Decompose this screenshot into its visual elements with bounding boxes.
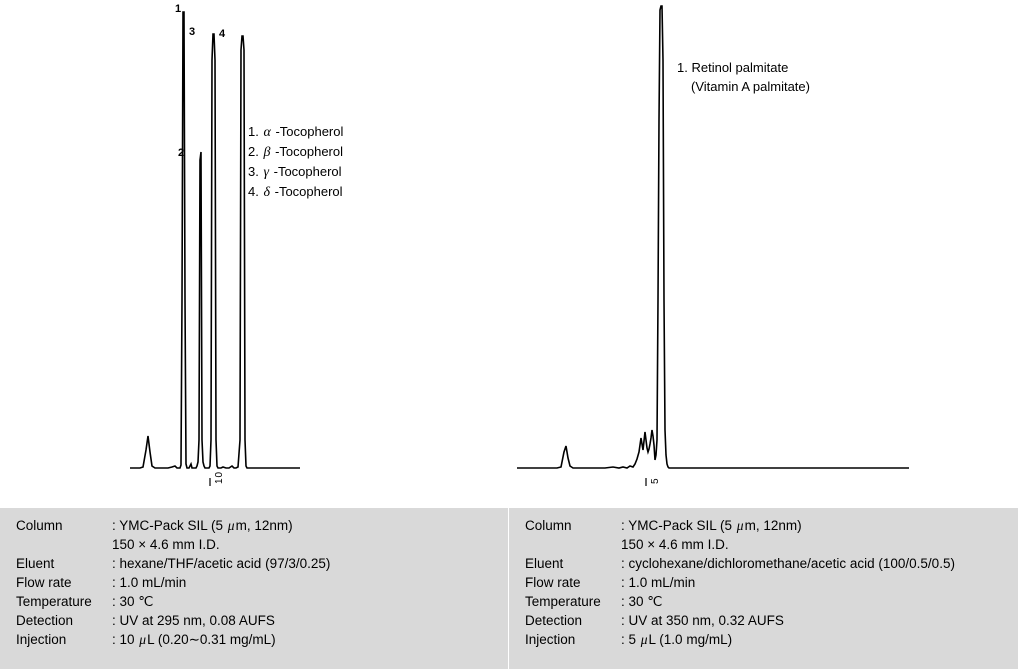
condition-value-detection: : UV at 350 nm, 0.32 AUFS	[621, 613, 784, 628]
condition-label-eluent: Eluent	[525, 556, 564, 571]
axis-tick-label-5: 5	[650, 477, 661, 484]
injection-value-part2: L (1.0 mg/mL)	[648, 632, 733, 647]
legend-text-1: Retinol palmitate	[691, 60, 789, 75]
legend-text-3: -Tocopherol	[273, 164, 342, 179]
micro-symbol: μ	[227, 518, 235, 533]
legend-symbol-beta: β	[263, 145, 271, 160]
legend-index-3: 3.	[248, 164, 259, 179]
condition-value-temperature: : 30 ℃	[621, 594, 663, 609]
axis-tick-marks-left	[0, 0, 509, 500]
legend-text-2: -Tocopherol	[275, 144, 344, 159]
condition-row-injection	[509, 630, 955, 649]
condition-row-detection	[509, 611, 955, 630]
micro-symbol: μ	[640, 632, 648, 647]
legend-index-1: 1.	[677, 60, 688, 75]
conditions-list-left	[0, 516, 330, 649]
peak-label-2: 2	[178, 147, 185, 159]
condition-row-column	[0, 516, 330, 535]
legend-index-4: 4.	[248, 184, 259, 199]
condition-value-column-dimensions: 150 × 4.6 mm I.D.	[621, 537, 729, 552]
micro-symbol: μ	[736, 518, 744, 533]
legend-text-1: -Tocopherol	[275, 124, 344, 139]
axis-tick-label-10: 10	[214, 470, 225, 484]
condition-value-injection	[112, 630, 330, 649]
condition-row-column-dimensions	[509, 535, 955, 554]
condition-label-flow-rate: Flow rate	[16, 575, 72, 590]
legend-subtext-1: (Vitamin A palmitate)	[691, 79, 810, 94]
peak-label-3: 3	[189, 26, 196, 38]
column-value-part2: m, 12nm)	[235, 518, 293, 533]
condition-label-temperature: Temperature	[16, 594, 92, 609]
condition-label-temperature: Temperature	[525, 594, 601, 609]
column-value-part2: m, 12nm)	[744, 518, 802, 533]
legend-text-4: -Tocopherol	[274, 184, 343, 199]
injection-value-part1: : 5	[621, 632, 640, 647]
condition-value-column-dimensions: 150 × 4.6 mm I.D.	[112, 537, 220, 552]
condition-row-column	[509, 516, 955, 535]
condition-label-flow-rate: Flow rate	[525, 575, 581, 590]
condition-row-eluent	[0, 554, 330, 573]
chromatogram-panel-retinol	[509, 0, 1018, 500]
condition-row-flow-rate	[509, 573, 955, 592]
conditions-table-right	[509, 507, 1018, 669]
condition-label-blank	[509, 535, 621, 554]
column-value-part1: : YMC-Pack SIL (5	[112, 518, 227, 533]
micro-symbol: μ	[139, 632, 147, 647]
condition-value-injection	[621, 630, 955, 649]
condition-label-detection: Detection	[16, 613, 74, 628]
condition-value-flow-rate: : 1.0 mL/min	[621, 575, 696, 590]
legend-index-2: 2.	[248, 144, 259, 159]
injection-value-part2: L (0.20∼0.31 mg/mL)	[147, 632, 276, 647]
column-value-part1: : YMC-Pack SIL (5	[621, 518, 736, 533]
conditions-table-left	[0, 507, 509, 669]
condition-value-column	[112, 516, 330, 535]
condition-label-injection: Injection	[16, 632, 67, 647]
legend-index-1: 1.	[248, 124, 259, 139]
condition-label-column: Column	[525, 518, 572, 533]
condition-label-eluent: Eluent	[16, 556, 55, 571]
condition-label-injection: Injection	[525, 632, 576, 647]
condition-row-temperature	[0, 592, 330, 611]
condition-label-column: Column	[16, 518, 63, 533]
condition-row-injection	[0, 630, 330, 649]
condition-row-eluent	[509, 554, 955, 573]
condition-row-temperature	[509, 592, 955, 611]
condition-row-detection	[0, 611, 330, 630]
legend-symbol-delta: δ	[263, 185, 270, 200]
condition-value-column	[621, 516, 955, 535]
injection-value-part1: : 10	[112, 632, 139, 647]
conditions-list-right	[509, 516, 955, 649]
legend-symbol-alpha: α	[263, 125, 271, 140]
chromatogram-panel-tocopherols	[0, 0, 509, 500]
axis-tick-marks-right	[509, 0, 1018, 500]
condition-value-temperature: : 30 ℃	[112, 594, 154, 609]
condition-value-eluent: : hexane/THF/acetic acid (97/3/0.25)	[112, 556, 331, 571]
condition-value-detection: : UV at 295 nm, 0.08 AUFS	[112, 613, 275, 628]
condition-value-eluent: : cyclohexane/dichloromethane/acetic acid (100/0.5/0.5)	[621, 556, 955, 571]
condition-row-flow-rate	[0, 573, 330, 592]
peak-label-4: 4	[219, 28, 226, 40]
legend-symbol-gamma: γ	[263, 165, 269, 180]
condition-value-flow-rate: : 1.0 mL/min	[112, 575, 187, 590]
condition-label-blank	[0, 535, 112, 554]
condition-row-column-dimensions	[0, 535, 330, 554]
condition-label-detection: Detection	[525, 613, 583, 628]
peak-label-1: 1	[175, 3, 182, 15]
